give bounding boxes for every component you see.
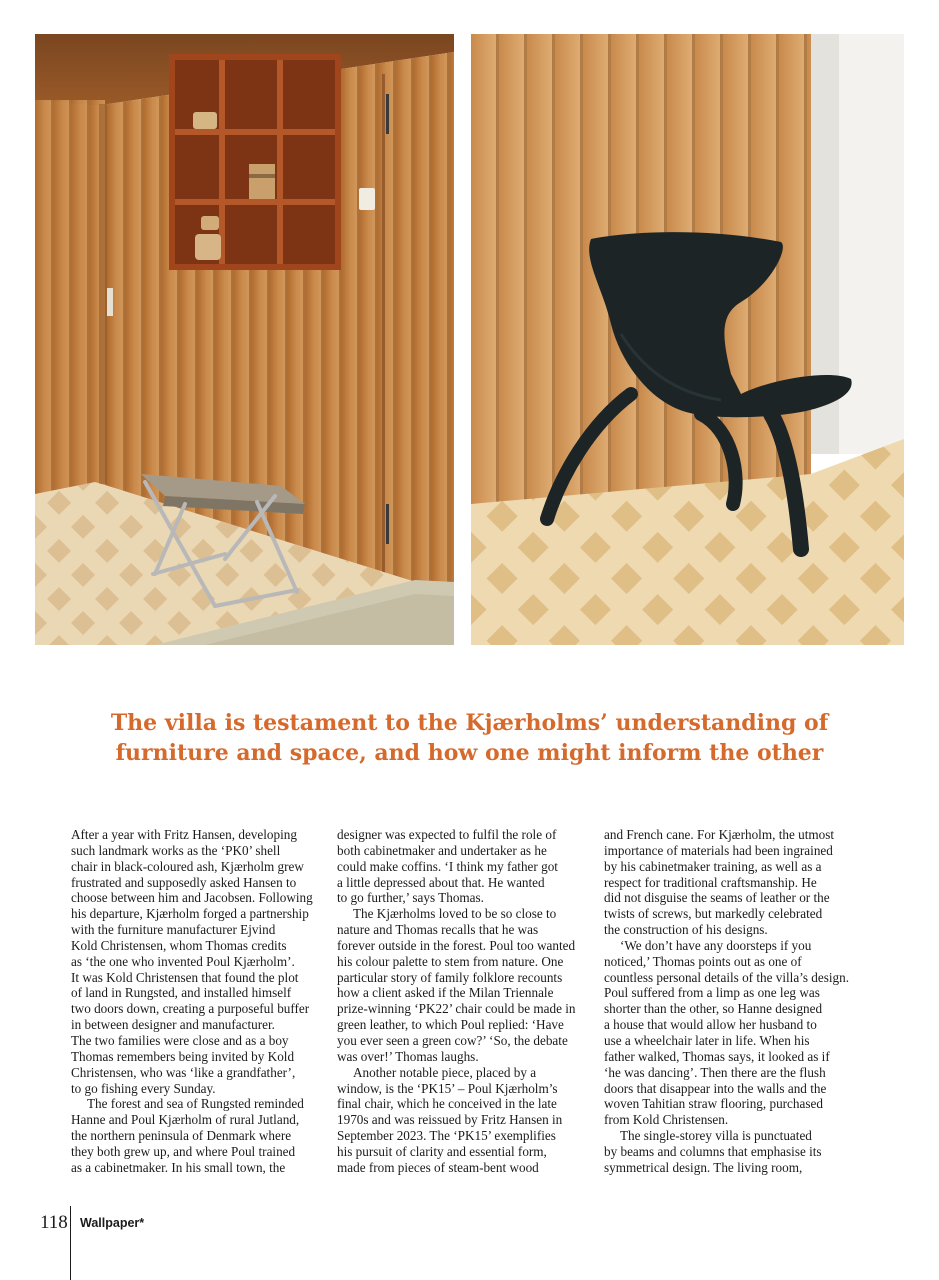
text-line: prize-winning ‘PK22’ chair could be made in <box>337 1001 576 1017</box>
text-line: shorter than the other, so Hanne designed <box>604 1001 823 1017</box>
text-line: twists of screws, but markedly celebrated <box>604 906 823 922</box>
text-line: It was Kold Christensen that found the plot <box>71 969 299 985</box>
text-line: September 2023. The ‘PK15’ exemplifies <box>337 1128 556 1144</box>
text-line: such landmark works as the ‘PK0’ shell <box>71 842 281 858</box>
text-line: symmetrical design. The living room, <box>604 1159 803 1175</box>
text-line: frustrated and supposedly asked Hansen to <box>71 874 297 890</box>
text-line: Christensen, who was ‘like a grandfather’, <box>71 1064 296 1080</box>
text-line: by his cabinetmaker training, as well as a <box>604 858 822 874</box>
text-line: importance of materials had been ingrained <box>604 842 833 858</box>
text-line: could make coffins. ‘I think my father got <box>337 858 558 874</box>
text-line: particular story of family folklore recounts <box>337 969 563 985</box>
paragraph <box>71 827 321 1096</box>
text-line: as ‘the one who invented Poul Kjærholm’. <box>71 953 295 969</box>
text-line: Kold Christensen, whom Thomas credits <box>71 937 287 953</box>
text-line: father walked, Thomas says, it looked as if <box>604 1048 830 1064</box>
text-line: as a cabinetmaker. In his small town, the <box>71 1159 286 1175</box>
text-line: use a wheelchair later in life. When his <box>604 1032 810 1048</box>
magazine-name: Wallpaper* <box>80 1216 145 1230</box>
text-line: his pursuit of clarity and essential form, <box>337 1143 547 1159</box>
photo-room-with-stool <box>35 34 454 645</box>
text-line: they both grew up, and where Poul trained <box>71 1143 296 1159</box>
text-line: was over!’ Thomas laughs. <box>337 1048 479 1064</box>
text-line: After a year with Fritz Hansen, developing <box>71 827 297 842</box>
text-line: did not disguise the seams of leather or the <box>604 890 830 906</box>
text-line: nature and Thomas recalls that he was <box>337 922 539 938</box>
text-line: the construction of his designs. <box>604 922 768 938</box>
text-line: window, is the ‘PK15’ – Poul Kjærholm’s <box>337 1080 558 1096</box>
text-line: a little depressed about that. He wanted <box>337 874 545 890</box>
text-line: in between designer and manufacturer. <box>71 1017 275 1033</box>
text-line: and French cane. For Kjærholm, the utmost <box>604 827 835 842</box>
text-line: from Kold Christensen. <box>604 1112 729 1128</box>
pull-quote-line-2: furniture and space, and how one might inform the other <box>115 740 824 766</box>
text-line: two doors down, creating a purposeful buffer <box>71 1001 310 1017</box>
black-shell-chair-illustration <box>471 34 904 645</box>
text-line: the northern peninsula of Denmark where <box>71 1128 292 1144</box>
text-line: respect for traditional craftsmanship. He <box>604 874 817 890</box>
text-line: The two families were close and as a boy <box>71 1032 289 1048</box>
paragraph <box>337 906 587 1064</box>
text-line: choose between him and Jacobsen. Following <box>71 890 313 906</box>
text-line: Hanne and Poul Kjærholm of rural Jutland, <box>71 1112 300 1128</box>
text-line: both cabinetmaker and undertaker as he <box>337 842 547 858</box>
text-line: Another notable piece, placed by a <box>353 1064 537 1080</box>
text-line: forever outside in the forest. Poul too wanted <box>337 937 576 953</box>
text-line: made from pieces of steam-bent wood <box>337 1159 539 1175</box>
text-line: his departure, Kjærholm forged a partnership <box>71 906 309 922</box>
text-line: doors that disappear into the walls and the <box>604 1080 827 1096</box>
text-line: green leather, to which Poul replied: ‘Have <box>337 1017 564 1033</box>
photo-shell-chair <box>471 34 904 645</box>
pull-quote <box>60 708 879 768</box>
text-line: Poul suffered from a limp as one leg was <box>604 985 820 1001</box>
text-line: you ever seen a green cow?’ ‘So, the debate <box>337 1032 568 1048</box>
text-line: The Kjærholms loved to be so close to <box>353 906 557 922</box>
text-line: countless personal details of the villa’s design. <box>604 969 850 985</box>
article-column-2 <box>337 827 587 1176</box>
text-line: of land in Rungsted, and installed himself <box>71 985 292 1001</box>
text-line: noticed,’ Thomas points out as one of <box>604 953 802 969</box>
paragraph <box>604 1128 854 1176</box>
article-column-3 <box>604 827 854 1176</box>
text-line: a house that would allow her husband to <box>604 1017 817 1033</box>
paragraph <box>71 1096 321 1175</box>
pull-quote-line-1: The villa is testament to the Kjærholms’ understanding of <box>110 710 829 736</box>
paragraph <box>337 827 587 906</box>
text-line: woven Tahitian straw flooring, purchased <box>604 1096 823 1112</box>
text-line: by beams and columns that emphasise its <box>604 1143 822 1159</box>
text-line: ‘We don’t have any doorsteps if you <box>620 937 812 953</box>
text-line: to go fishing every Sunday. <box>71 1080 216 1096</box>
text-line: to go further,’ says Thomas. <box>337 890 484 906</box>
text-line: how a client asked if the Milan Triennale <box>337 985 554 1001</box>
text-line: The forest and sea of Rungsted reminded <box>87 1096 304 1112</box>
text-line: designer was expected to fulfil the role of <box>337 827 557 842</box>
text-line: ‘he was dancing’. Then there are the flush <box>604 1064 826 1080</box>
text-line: The single-storey villa is punctuated <box>620 1128 812 1144</box>
text-line: final chair, which he conceived in the late <box>337 1096 557 1112</box>
page-number: 118 <box>40 1212 68 1233</box>
text-line: chair in black-coloured ash, Kjærholm grew <box>71 858 304 874</box>
article-column-1 <box>71 827 321 1176</box>
text-line: with the furniture manufacturer Ejvind <box>71 922 276 938</box>
paragraph <box>604 827 854 938</box>
text-line: Thomas remembers being invited by Kold <box>71 1048 295 1064</box>
text-line: his colour palette to stem from nature. One <box>337 953 564 969</box>
paragraph <box>604 938 854 1128</box>
room-with-folding-stool-illustration <box>35 34 454 645</box>
text-line: 1970s and was reissued by Fritz Hansen in <box>337 1112 563 1128</box>
footer-divider <box>70 1206 71 1280</box>
paragraph <box>337 1065 587 1176</box>
